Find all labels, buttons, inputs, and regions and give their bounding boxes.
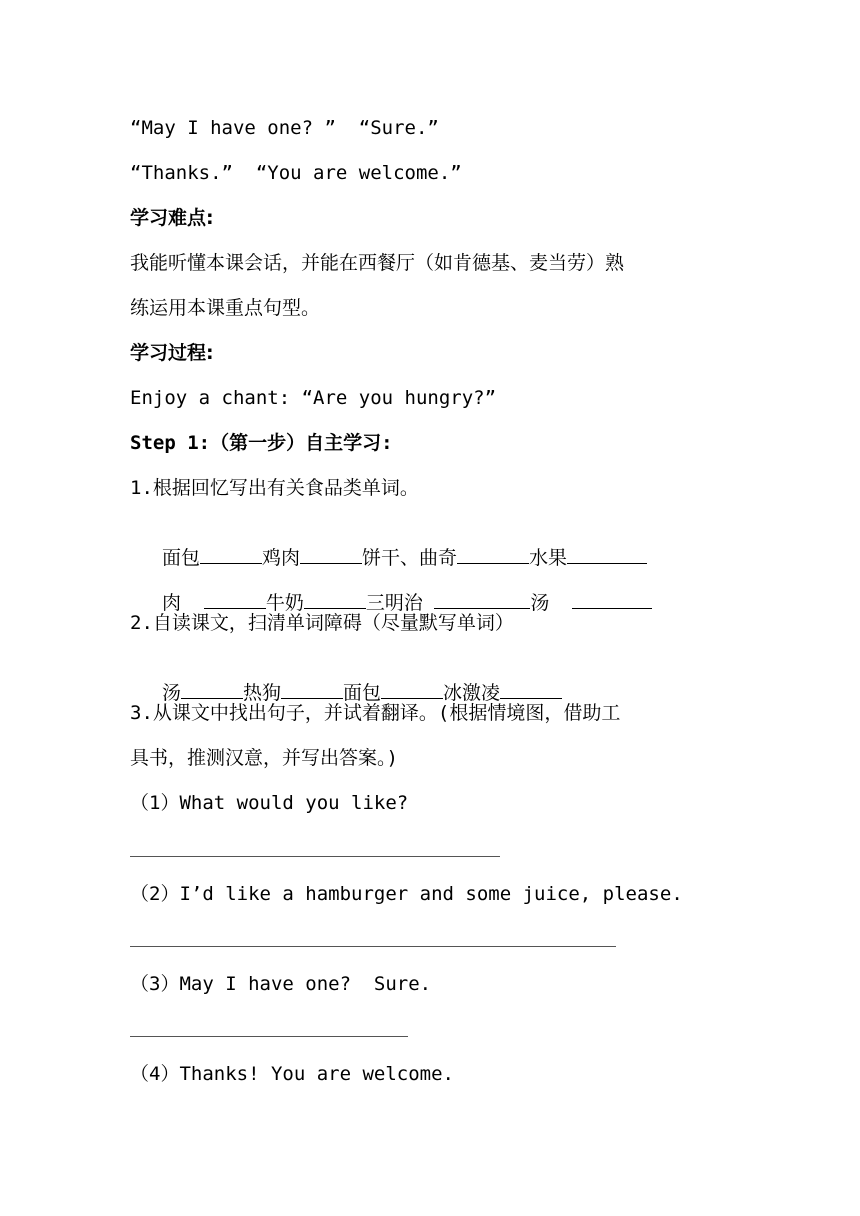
word-label: 鸡肉	[262, 547, 301, 569]
words-row-2	[162, 566, 652, 615]
difficulty-text-2: 练运用本课重点句型。	[130, 297, 321, 319]
word-label: 汤	[162, 682, 182, 704]
word-label: 三明治	[365, 592, 423, 614]
step1-heading: Step 1:（第一步）自主学习:	[130, 432, 393, 454]
answer-line-2[interactable]	[130, 946, 616, 947]
sentence-3: （3）May I have one? Sure.	[130, 973, 432, 995]
word-label: 面包	[162, 547, 201, 569]
blank-field[interactable]	[304, 590, 366, 609]
answer-line-1[interactable]	[130, 856, 500, 857]
difficulty-heading: 学习难点:	[130, 207, 214, 229]
word-label: 肉	[162, 592, 182, 614]
answer-line-3[interactable]	[130, 1036, 408, 1037]
sentence-4: （4）Thanks! You are welcome.	[130, 1063, 454, 1085]
process-heading: 学习过程:	[130, 342, 214, 364]
blank-field[interactable]	[300, 545, 362, 564]
blank-field[interactable]	[204, 590, 266, 609]
question-2: 2.自读课文，扫清单词障碍（尽量默写单词）	[130, 612, 514, 634]
blank-field[interactable]	[457, 545, 529, 564]
words-row-3	[162, 656, 562, 705]
dialogue-line-2: “Thanks.” “You are welcome.”	[130, 162, 462, 184]
blank-field[interactable]	[567, 545, 647, 564]
blank-field[interactable]	[381, 680, 443, 699]
word-label: 面包	[343, 682, 382, 704]
question-1: 1.根据回忆写出有关食品类单词。	[130, 477, 419, 499]
blank-field[interactable]	[200, 545, 262, 564]
dialogue-line-1: “May I have one? ” “Sure.”	[130, 117, 439, 139]
sentence-1: （1）What would you like?	[130, 792, 409, 814]
word-label: 牛奶	[265, 592, 304, 614]
word-label: 热狗	[243, 682, 282, 704]
blank-field[interactable]	[281, 680, 343, 699]
blank-field[interactable]	[434, 590, 530, 609]
sentence-2: （2）I’d like a hamburger and some juice, please.	[130, 883, 683, 905]
words-row-1	[162, 521, 647, 570]
blank-field[interactable]	[181, 680, 243, 699]
question-3-line-1: 3.从课文中找出句子，并试着翻译。(根据情境图，借助工	[130, 702, 621, 724]
word-label: 汤	[530, 592, 550, 614]
word-label: 水果	[529, 547, 568, 569]
word-label: 饼干、曲奇	[362, 547, 458, 569]
blank-field[interactable]	[572, 590, 652, 609]
difficulty-text-1: 我能听懂本课会话，并能在西餐厅（如肯德基、麦当劳）熟	[130, 252, 625, 274]
word-label: 冰激凌	[443, 682, 501, 704]
blank-field[interactable]	[500, 680, 562, 699]
chant-text: Enjoy a chant: “Are you hungry?”	[130, 387, 497, 409]
question-3-line-2: 具书，推测汉意，并写出答案。)	[130, 747, 398, 769]
